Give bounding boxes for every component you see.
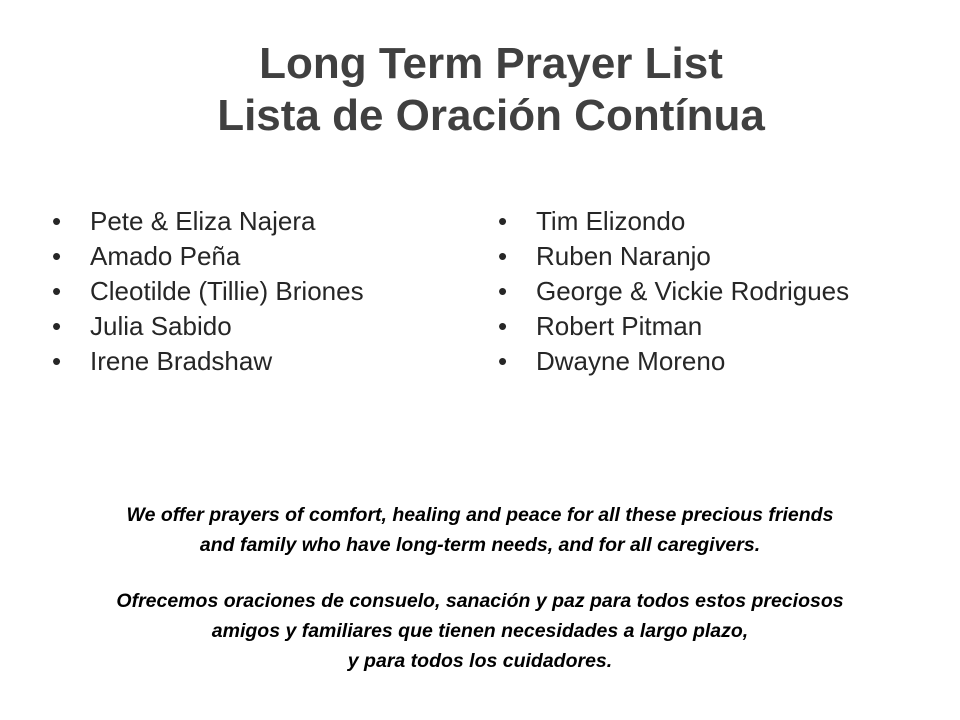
- bullet-icon: •: [498, 311, 508, 341]
- list-item: [52, 274, 472, 309]
- bullet-icon: •: [52, 241, 62, 271]
- message-spanish: [0, 586, 960, 676]
- list-item-name: Irene Bradshaw: [90, 346, 273, 376]
- list-item-name: Tim Elizondo: [536, 206, 686, 236]
- list-item: [498, 344, 938, 379]
- list-item-name: Amado Peña: [90, 241, 241, 271]
- title-english: Long Term Prayer List: [259, 39, 723, 88]
- page-title: [0, 38, 960, 142]
- bullet-icon: •: [52, 311, 62, 341]
- prayer-list-left-column: [52, 204, 472, 379]
- list-item: [52, 309, 472, 344]
- bullet-icon: •: [52, 346, 62, 376]
- list-item-name: Pete & Eliza Najera: [90, 206, 316, 236]
- message-english: [0, 500, 960, 560]
- list-item-name: Ruben Naranjo: [536, 241, 711, 271]
- bullet-icon: •: [52, 206, 62, 236]
- bullet-icon: •: [52, 276, 62, 306]
- list-item-name: Cleotilde (Tillie) Briones: [90, 276, 364, 306]
- list-item-name: Dwayne Moreno: [536, 346, 726, 376]
- list-item: [498, 309, 938, 344]
- list-item: [498, 204, 938, 239]
- bullet-icon: •: [498, 241, 508, 271]
- message-english-line: and family who have long-term needs, and for all caregivers.: [199, 534, 761, 556]
- bullet-icon: •: [498, 276, 508, 306]
- bullet-icon: •: [498, 206, 508, 236]
- list-item-name: Julia Sabido: [90, 311, 232, 341]
- list-item: [52, 204, 472, 239]
- list-item-name: George & Vickie Rodrigues: [536, 276, 850, 306]
- message-english-line: We offer prayers of comfort, healing and peace for all these precious friends: [126, 504, 834, 526]
- list-item-name: Robert Pitman: [536, 311, 703, 341]
- list-item: [498, 239, 938, 274]
- prayer-list-right-column: [498, 204, 938, 379]
- list-item: [498, 274, 938, 309]
- bullet-icon: •: [498, 346, 508, 376]
- message-spanish-line: y para todos los cuidadores.: [347, 650, 613, 672]
- message-spanish-line: Ofrecemos oraciones de consuelo, sanación y paz para todos estos preciosos: [116, 590, 844, 612]
- message-spanish-line: amigos y familiares que tienen necesidades a largo plazo,: [211, 620, 749, 642]
- list-item: [52, 239, 472, 274]
- list-item: [52, 344, 472, 379]
- title-spanish: Lista de Oración Contínua: [217, 91, 765, 140]
